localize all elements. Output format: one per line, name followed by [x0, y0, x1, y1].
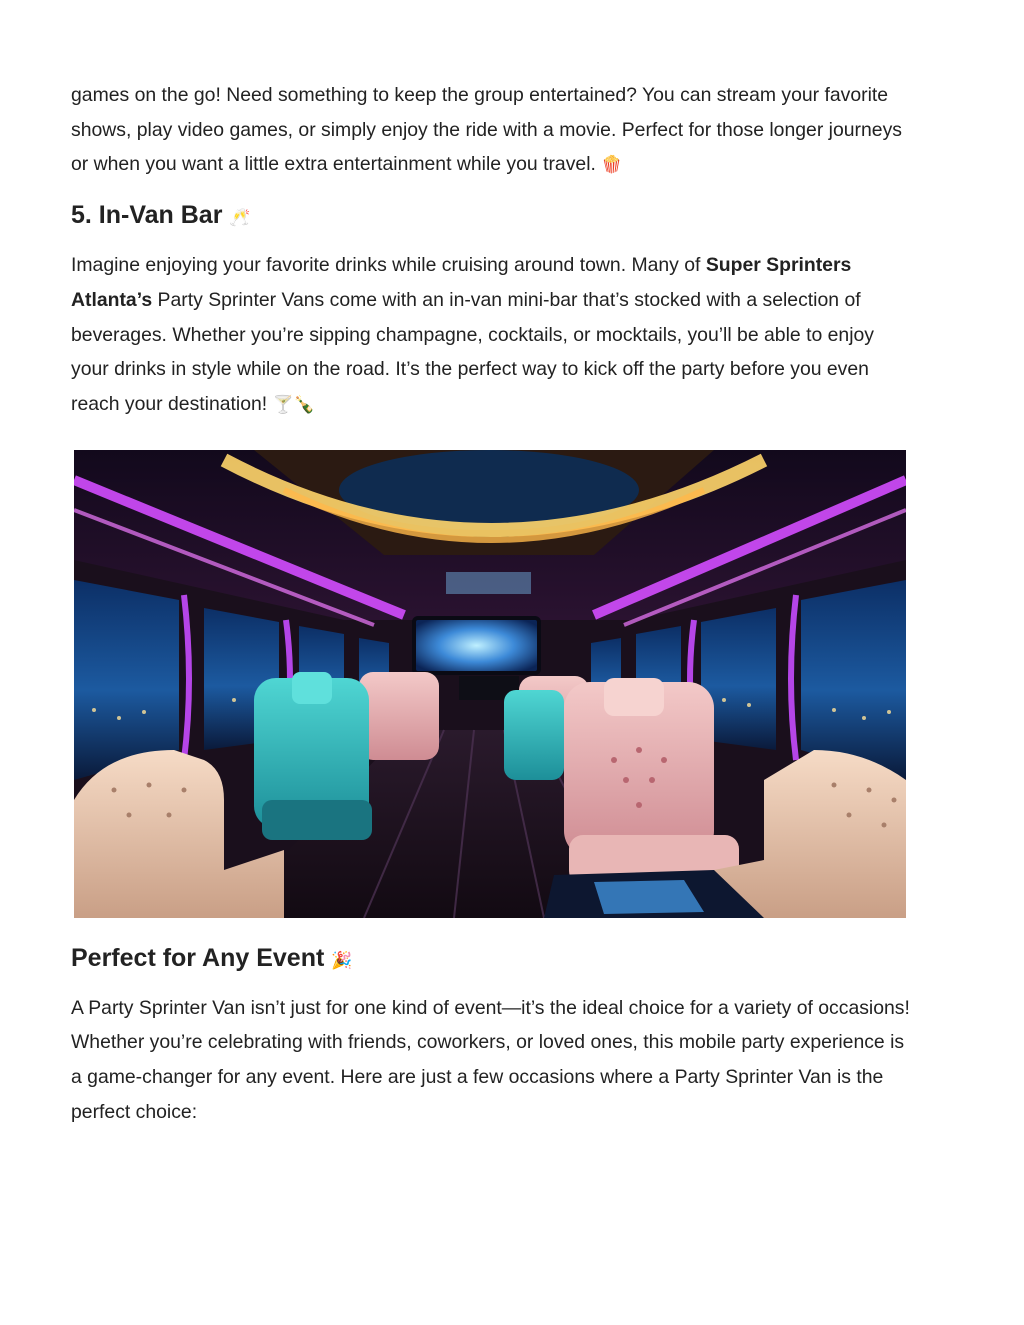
perfect-for-any-event-paragraph: A Party Sprinter Van isn’t just for one kind of event—it’s the ideal choice for a variety of occasions! Whether you’re celebrating with friends, coworkers, or loved ones, this mobile party experience is a game-changer for any event. Here are just a few occasions where a Party Sprinter Van is the perfect choice:	[71, 996, 910, 1123]
party-popper-icon: 🎉	[331, 950, 353, 971]
party-van-interior-image	[74, 450, 906, 918]
section-heading-perfect-for-any-event	[71, 942, 913, 977]
intro-text: games on the go! Need something to keep the group entertained? You can stream your favorite shows, play video games, or simply enjoy the ride with a movie. Perfect for those longer journeys or when you want a little extra entertainment while you travel.	[71, 84, 902, 176]
clinking-glasses-icon: 🥂	[229, 208, 251, 229]
cocktail-champagne-icons: 🍸🍾	[272, 394, 315, 415]
article-content	[71, 78, 913, 1129]
paragraph-text-end: Party Sprinter Vans come with an in-van mini-bar that’s stocked with a selection of beverages. Whether you’re sipping champagne, cocktails, or mocktails, you’ll be able to enjoy your drinks in style while on the road. It’s the perfect way to kick off the party before you even reach your destination!	[71, 288, 874, 415]
section-heading-text: Perfect for Any Event	[71, 943, 325, 972]
section-heading-in-van-bar	[71, 199, 913, 234]
popcorn-icon: 🍿	[601, 155, 623, 176]
intro-paragraph	[71, 78, 913, 183]
paragraph-text-start: Imagine enjoying your favorite drinks while cruising around town. Many of	[71, 254, 706, 277]
section-heading-text: 5. In-Van Bar	[71, 201, 223, 230]
brand-name-bold: Super Sprinters Atlanta’s	[71, 254, 852, 311]
in-van-bar-paragraph	[71, 248, 913, 423]
